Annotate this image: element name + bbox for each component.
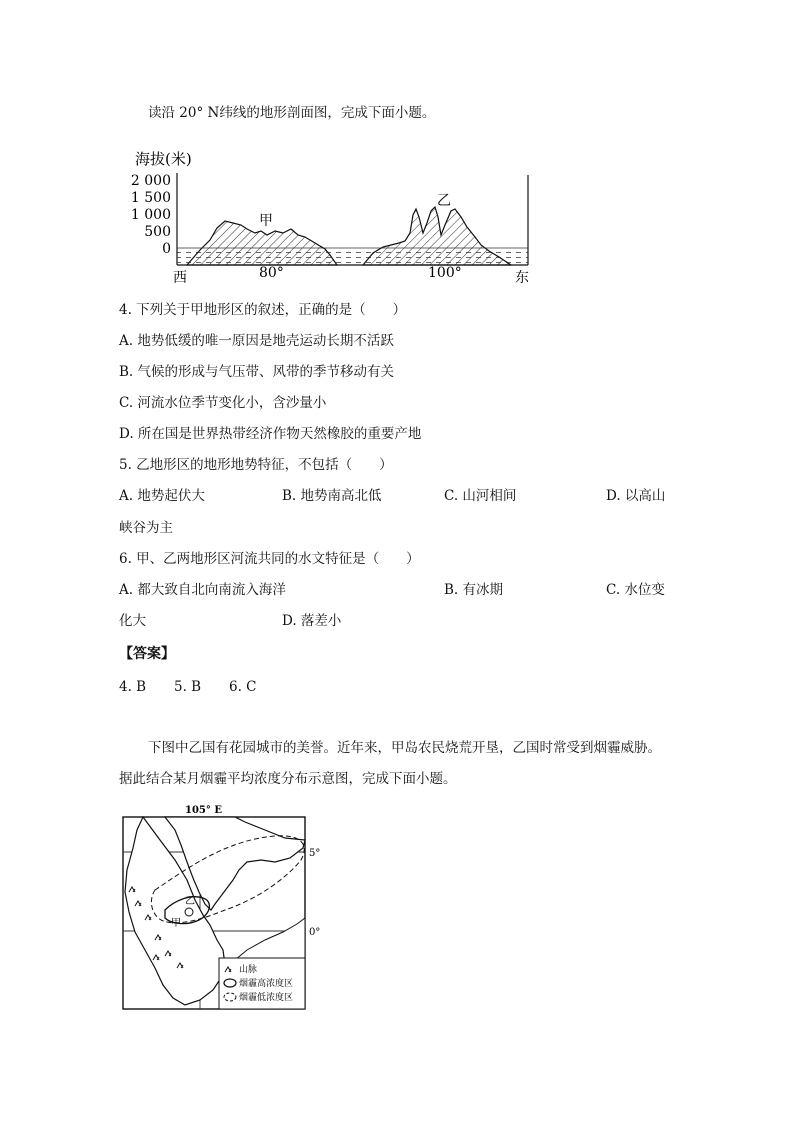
legend-low: 烟霾低浓度区 bbox=[239, 993, 294, 1003]
q5-option-d: D. 以高山 bbox=[606, 488, 666, 504]
ytick-1500: 1 500 bbox=[130, 190, 171, 206]
city-yi bbox=[185, 908, 193, 916]
terrain-yi bbox=[363, 207, 511, 265]
map-lat5: 5° bbox=[309, 848, 321, 859]
q4-stem: 4. 下列关于甲地形区的叙述，正确的是（ ） bbox=[119, 302, 407, 318]
q6-stem: 6. 甲、乙两地形区河流共同的水文特征是（ ） bbox=[119, 551, 420, 567]
q5-option-a: A. 地势起伏大 bbox=[119, 488, 205, 504]
profile-west: 西 bbox=[173, 270, 187, 285]
profile-east: 东 bbox=[515, 270, 529, 285]
map-lon-label: 105° E bbox=[185, 805, 222, 816]
ytick-1000: 1 000 bbox=[130, 207, 171, 223]
ytick-2000: 2 000 bbox=[130, 173, 171, 189]
q5-stem: 5. 乙地形区的地形地势特征，不包括（ ） bbox=[119, 457, 393, 473]
q6-option-c-cont: 化大 bbox=[119, 613, 146, 629]
intro-1: 读沿 20° N纬线的地形剖面图，完成下面小题。 bbox=[148, 105, 436, 121]
q4-option-d: D. 所在国是世界热带经济作物天然橡胶的重要产地 bbox=[119, 426, 422, 442]
q6-option-c: C. 水位变 bbox=[606, 582, 665, 598]
intro-2-line-2: 据此结合某月烟霾平均浓度分布示意图，完成下面小题。 bbox=[119, 771, 457, 787]
map-lat0: 0° bbox=[309, 927, 321, 938]
q4-option-a: A. 地势低缓的唯一原因是地壳运动长期不活跃 bbox=[119, 333, 394, 349]
profile-label-jia: 甲 bbox=[259, 213, 273, 229]
answer-label: 【答案】 bbox=[119, 646, 175, 662]
profile-x80: 80° bbox=[259, 265, 284, 281]
profile-label-yi: 乙 bbox=[437, 193, 451, 209]
legend-high: 烟霾高浓度区 bbox=[239, 979, 294, 989]
q4-option-b: B. 气候的形成与气压带、风带的季节移动有关 bbox=[119, 364, 395, 380]
q4-option-c: C. 河流水位季节变化小，含沙量小 bbox=[119, 395, 327, 411]
ytick-0: 0 bbox=[162, 241, 171, 257]
terrain-profile-figure bbox=[125, 145, 545, 285]
legend-mountain: 山脉 bbox=[239, 965, 258, 975]
q6-option-b: B. 有冰期 bbox=[444, 582, 504, 598]
answer-6: 6. C bbox=[229, 679, 257, 695]
q5-option-b: B. 地势南高北低 bbox=[282, 488, 382, 504]
answer-4: 4. B bbox=[119, 679, 147, 695]
haze-map-figure bbox=[115, 800, 345, 1016]
answer-5: 5. B bbox=[174, 679, 202, 695]
q5-option-d-cont: 峡谷为主 bbox=[119, 520, 173, 536]
map-label-yi: 乙 bbox=[185, 896, 195, 907]
q5-option-c: C. 山河相间 bbox=[444, 488, 517, 504]
q6-option-a: A. 都大致自北向南流入海洋 bbox=[119, 582, 286, 598]
q6-option-d: D. 落差小 bbox=[282, 613, 342, 629]
ytick-500: 500 bbox=[144, 224, 171, 240]
intro-2-line-1: 下图中乙国有花园城市的美誉。近年来，甲岛农民烧荒开垦，乙国时常受到烟霾威胁。 bbox=[148, 740, 661, 756]
map-label-jia: 甲 bbox=[171, 918, 181, 929]
profile-ylabel: 海拔(米) bbox=[135, 150, 192, 168]
profile-x100: 100° bbox=[428, 265, 462, 281]
